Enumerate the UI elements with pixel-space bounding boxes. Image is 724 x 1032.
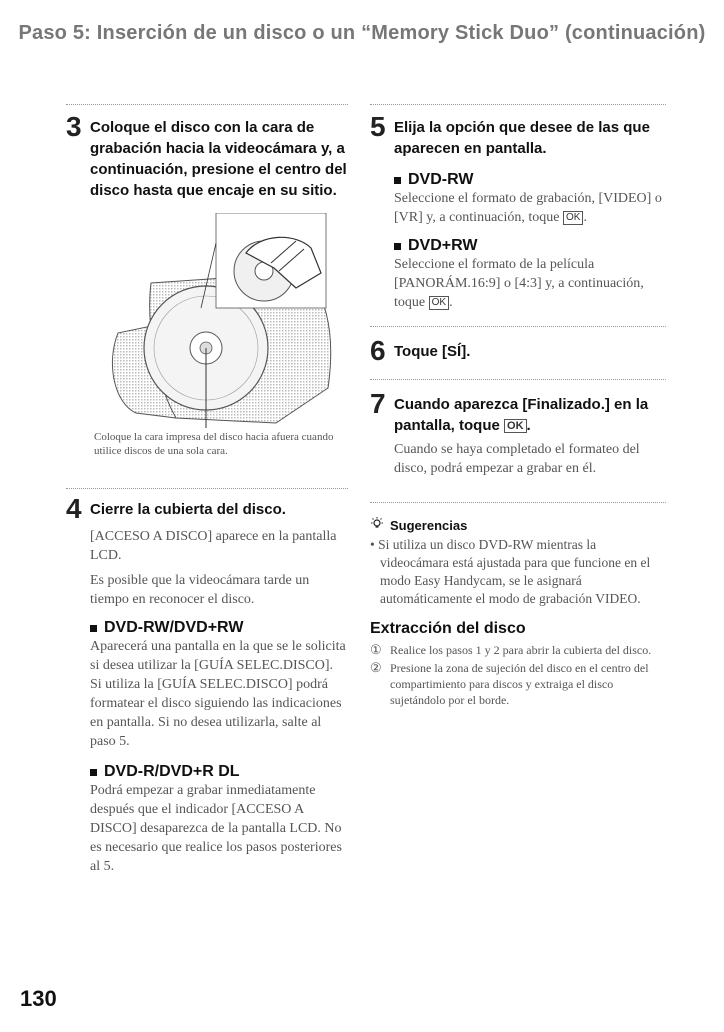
- divider: [66, 104, 348, 105]
- subheading-text: Seleccione el formato de grabación, [VIDEO] o [VR] y, a continuación, toque OK .: [394, 191, 662, 225]
- step-number: 5: [370, 111, 386, 142]
- step-3: [66, 113, 348, 201]
- right-column: [370, 104, 666, 710]
- page-header: Paso 5: Inserción de un disco o un “Memory Stick Duo” (continuación): [18, 22, 706, 44]
- step-title: Cierre la cubierta del disco.: [90, 501, 286, 518]
- tip-bullet: • Si utiliza un disco DVD-RW mientras la videocámara está ajustada para que funcione en el modo Easy Handycam, se le asignará automáticamente el modo de grabación VIDEO.: [370, 537, 651, 606]
- ok-button-icon: OK: [563, 211, 583, 225]
- divider: [66, 488, 348, 489]
- subheading-text: Aparecerá una pantalla en la que se le solicita si desea utilizar la [GUÍA SELEC.DISCO]. Si utiliza la [GUÍA SELEC.DISCO] podrá formatear el disco siguiendo las indicaciones en pantalla. Si no desea utilizarla, salte al paso 5.: [90, 639, 346, 749]
- divider: [370, 104, 666, 105]
- step-title: Cuando aparezca [Finalizado.] en la pantalla, toque OK .: [394, 396, 649, 434]
- step-title: Toque [SÍ].: [394, 343, 471, 360]
- step-4: [66, 495, 348, 523]
- step-title: Coloque el disco con la cara de grabación hacia la videocámara y, a continuación, presione el centro del disco hasta que encaje en su sitio.: [90, 119, 347, 199]
- square-bullet-icon: [90, 625, 97, 632]
- page-number: 130: [20, 986, 57, 1011]
- square-bullet-icon: [394, 177, 401, 184]
- square-bullet-icon: [394, 243, 401, 250]
- step-6: [370, 337, 666, 365]
- list-item: ② Presione la zona de sujeción del disco en el centro del compartimiento para discos y extraiga el disco sujetándolo por el borde.: [370, 660, 649, 707]
- step-7: [370, 390, 666, 436]
- step-4-text-2: Es posible que la videocámara tarde un tiempo en reconocer el disco.: [90, 573, 310, 607]
- subheading-text: Podrá empezar a grabar inmediatamente después que el indicador [ACCESO A DISCO] desaparezca de la pantalla LCD. No es necesario que realice los pasos posteriores al 5.: [90, 783, 342, 874]
- step-number: 6: [370, 335, 386, 366]
- illustration-caption: Coloque la cara impresa del disco hacia afuera cuando utilice discos de una sola cara.: [94, 431, 334, 457]
- subheading-dvd-plus-rw: DVD+RW: [394, 237, 666, 255]
- divider: [370, 326, 666, 327]
- subheading-dvd-r-dl: DVD-R/DVD+R DL: [90, 763, 348, 781]
- lightbulb-icon: [370, 517, 384, 534]
- ok-button-icon: OK: [504, 419, 527, 433]
- ok-button-icon: OK: [429, 296, 449, 310]
- step-number: 7: [370, 388, 386, 419]
- step-title: Elija la opción que desee de las que aparecen en pantalla.: [394, 119, 650, 157]
- tips-heading: Sugerencias: [370, 517, 666, 534]
- subheading-text: Seleccione el formato de la película [PANORÁM.16:9] o [4:3] y, a continuación, toque OK .: [394, 257, 644, 310]
- list-item: ① Realice los pasos 1 y 2 para abrir la cubierta del disco.: [370, 642, 652, 657]
- camcorder-illustration: [96, 213, 346, 428]
- subheading-dvd-rw: DVD-RW: [394, 171, 666, 189]
- extraction-steps: [370, 642, 666, 708]
- step-7-text: Cuando se haya completado el formateo del disco, podrá empezar a grabar en él.: [394, 442, 640, 476]
- subheading-dvd-rw-dvd-plus-rw: DVD-RW/DVD+RW: [90, 619, 348, 637]
- divider: [370, 502, 666, 503]
- left-column: [66, 104, 348, 876]
- step-5: [370, 113, 666, 159]
- divider: [370, 379, 666, 380]
- step-number: 4: [66, 493, 82, 524]
- square-bullet-icon: [90, 769, 97, 776]
- extraction-heading: Extracción del disco: [370, 620, 526, 637]
- step-4-text-1: [ACCESO A DISCO] aparece en la pantalla LCD.: [90, 529, 337, 563]
- step-number: 3: [66, 111, 82, 142]
